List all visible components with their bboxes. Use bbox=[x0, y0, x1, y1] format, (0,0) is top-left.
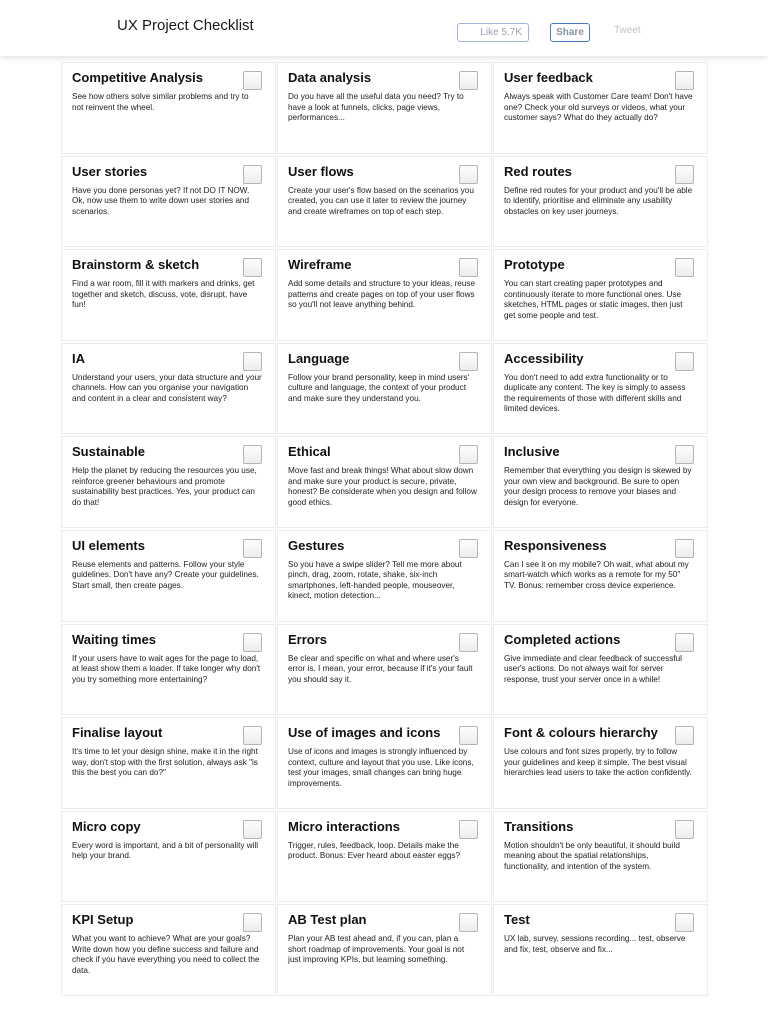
checklist-card bbox=[61, 530, 276, 622]
checkbox[interactable] bbox=[243, 165, 262, 184]
checkbox[interactable] bbox=[459, 539, 478, 558]
checklist-card bbox=[277, 624, 492, 716]
card-title: Sustainable bbox=[72, 444, 145, 460]
checkbox[interactable] bbox=[459, 913, 478, 932]
checklist-card bbox=[493, 249, 708, 341]
checklist-card bbox=[61, 62, 276, 154]
checkbox[interactable] bbox=[243, 539, 262, 558]
card-description: Remember that everything you design is skewed by your own view and background. Be sure to open your design process to remove your biases and design for everyone. bbox=[504, 466, 692, 507]
checklist-card bbox=[277, 530, 492, 622]
card-description: Give immediate and clear feedback of successful user's actions. Do not always wait for server response, trust your server once in a while! bbox=[504, 653, 682, 684]
card-description: See how others solve similar problems and try to not reinvent the wheel. bbox=[72, 92, 249, 112]
checklist-card bbox=[493, 156, 708, 248]
card-title: AB Test plan bbox=[288, 912, 367, 928]
checklist-card bbox=[493, 904, 708, 996]
checklist-card bbox=[493, 624, 708, 716]
card-title: User stories bbox=[72, 163, 148, 179]
card-description: What you want to achieve? What are your goals? Write down how you define success and failure and check if you have everything you need to collect the data. bbox=[72, 934, 260, 975]
like-count: 5.7K bbox=[501, 27, 522, 38]
card-description: Be clear and specific on what and where user's error is. I mean, your error, because if it's your fault you should say it. bbox=[288, 653, 473, 684]
card-description: It's time to let your design shine, make it in the right way, don't stop with the first solution, always ask "is this the best you can do?" bbox=[72, 747, 258, 778]
checklist-card bbox=[493, 436, 708, 528]
checklist-grid bbox=[61, 62, 708, 996]
card-description: You can start creating paper prototypes and continuously iterate to more functional ones. Use sketches, HTML pages or static images, then just get some people and test. bbox=[504, 279, 683, 320]
checkbox[interactable] bbox=[243, 633, 262, 652]
checklist-card bbox=[493, 717, 708, 809]
checkbox[interactable] bbox=[675, 633, 694, 652]
checklist-card bbox=[277, 717, 492, 809]
like-button[interactable] bbox=[457, 23, 529, 42]
card-description: Understand your users, your data structure and your channels. How can you organise your navigation and content in a clear and consistent way? bbox=[72, 372, 262, 403]
card-description: Define red routes for your product and you'll be able to identify, prioritise and eliminate any usability obstacles on key user journeys. bbox=[504, 185, 693, 216]
card-title: KPI Setup bbox=[72, 912, 134, 928]
card-title: Errors bbox=[288, 631, 328, 647]
card-description: Reuse elements and patterns. Follow your style guidelines. Don't have any? Create your guidelines. Start small, then create pages. bbox=[72, 559, 259, 590]
checkbox[interactable] bbox=[675, 913, 694, 932]
card-description: Motion shouldn't be only beautiful, it should build meaning about the spatial relationships, functionality, and intention of the system. bbox=[504, 840, 680, 871]
checkbox[interactable] bbox=[243, 820, 262, 839]
checkbox[interactable] bbox=[675, 352, 694, 371]
checklist-card bbox=[277, 343, 492, 435]
checklist-card bbox=[277, 811, 492, 903]
card-title: Responsiveness bbox=[504, 537, 607, 553]
checklist-card bbox=[277, 62, 492, 154]
checklist-card bbox=[277, 249, 492, 341]
card-description: Add some details and structure to your ideas, reuse patterns and create pages on top of your user flows so you'll not leave anything behind. bbox=[288, 279, 476, 310]
checkbox[interactable] bbox=[459, 165, 478, 184]
checkbox[interactable] bbox=[675, 820, 694, 839]
checkbox[interactable] bbox=[459, 71, 478, 90]
checklist-card bbox=[61, 343, 276, 435]
card-title: Finalise layout bbox=[72, 725, 163, 741]
checkbox[interactable] bbox=[459, 352, 478, 371]
checklist-card bbox=[61, 249, 276, 341]
checklist-card bbox=[493, 811, 708, 903]
card-title: User flows bbox=[288, 163, 354, 179]
card-title: Competitive Analysis bbox=[72, 70, 204, 85]
card-title: Completed actions bbox=[504, 631, 621, 647]
card-description: Move fast and break things! What about slow down and make sure your product is secure, private, honest? Be considerate when you design and follow good ethics. bbox=[288, 466, 477, 507]
share-button[interactable]: Share bbox=[550, 23, 590, 42]
card-title: User feedback bbox=[504, 70, 593, 85]
checkbox[interactable] bbox=[459, 633, 478, 652]
card-description: Create your user's flow based on the scenarios you created, you can use it later to review the journey and create wireframes on top of each step. bbox=[288, 185, 474, 216]
card-title: Transitions bbox=[504, 818, 574, 834]
checkbox[interactable] bbox=[243, 726, 262, 745]
checkbox[interactable] bbox=[675, 445, 694, 464]
card-description: Plan your AB test ahead and, if you can, plan a short roadmap of improvements. Your goal is not just improving KPIs, but learning something. bbox=[288, 934, 465, 965]
checklist-card bbox=[61, 717, 276, 809]
card-title: Prototype bbox=[504, 257, 565, 273]
checklist-card bbox=[61, 156, 276, 248]
card-description: You don't need to add extra functionality or to duplicate any content. The key is simply to assess the requirements of those with different skills and limited devices. bbox=[504, 372, 686, 414]
card-title: Brainstorm & sketch bbox=[72, 257, 200, 273]
tweet-button[interactable]: Tweet bbox=[614, 25, 641, 36]
card-title: Gestures bbox=[288, 537, 345, 553]
card-description: Trigger, rules, feedback, loop. Details make the product. Bonus: Ever heard about easter eggs? bbox=[288, 840, 461, 861]
checkbox[interactable] bbox=[675, 165, 694, 184]
card-description: So you have a swipe slider? Tell me more about pinch, drag, zoom, rotate, shake, six-inch smartphones, left-handed people, mouseover, kinect, motion detection... bbox=[288, 559, 462, 601]
checkbox[interactable] bbox=[243, 352, 262, 371]
checkbox[interactable] bbox=[243, 258, 262, 277]
card-description: Always speak with Customer Care team! Don't have one? Check your old surveys or videos, what your customer says? What do they actually do? bbox=[504, 92, 693, 122]
checkbox[interactable] bbox=[675, 71, 694, 90]
card-description: Find a war room, fill it with markers and drinks, get together and sketch, discuss, vote, disrupt, have fun! bbox=[72, 279, 255, 310]
card-title: Wireframe bbox=[288, 257, 352, 273]
card-title: Red routes bbox=[504, 163, 572, 179]
card-description: Do you have all the useful data you need? Try to have a look at funnels, clicks, page views, performances... bbox=[288, 92, 464, 122]
checkbox[interactable] bbox=[675, 539, 694, 558]
checklist-card bbox=[277, 904, 492, 996]
card-title: Micro copy bbox=[72, 818, 141, 834]
card-title: Data analysis bbox=[288, 70, 372, 85]
checklist-card bbox=[277, 156, 492, 248]
checklist-card bbox=[493, 343, 708, 435]
card-title: Waiting times bbox=[72, 631, 157, 647]
header-bar bbox=[0, 0, 768, 56]
card-description: Follow your brand personality, keep in mind users' culture and language, the context of your product and make sure they understand you. bbox=[288, 372, 470, 403]
card-description: UX lab, survey, sessions recording... test, observe and fix, test, observe and fix... bbox=[504, 934, 686, 954]
checklist-card bbox=[61, 436, 276, 528]
checklist-card bbox=[61, 624, 276, 716]
card-title: Test bbox=[504, 912, 530, 928]
like-label: Like bbox=[480, 27, 499, 38]
checklist-card bbox=[61, 811, 276, 903]
card-title: Language bbox=[288, 350, 350, 366]
card-title: Inclusive bbox=[504, 444, 560, 460]
card-title: Micro interactions bbox=[288, 818, 400, 834]
card-title: Font & colours hierarchy bbox=[504, 725, 658, 741]
checkbox[interactable] bbox=[675, 258, 694, 277]
checklist-card bbox=[493, 530, 708, 622]
card-title: UI elements bbox=[72, 537, 145, 553]
card-description: If your users have to wait ages for the page to load, at least show them a loader. If take longer why don't you try something more entertaining? bbox=[72, 653, 261, 684]
card-title: Use of images and icons bbox=[288, 725, 441, 741]
checkbox[interactable] bbox=[243, 913, 262, 932]
page-title: UX Project Checklist bbox=[117, 17, 254, 34]
checklist-card bbox=[493, 62, 708, 154]
card-description: Can I see it on my mobile? Oh wait, what about my smart-watch which works as a remote for my 50" TV. Bonus: remember cross device experience. bbox=[504, 559, 689, 590]
card-description: Every word is important, and a bit of personality will help your brand. bbox=[72, 840, 259, 861]
card-description: Use colours and font sizes properly, try to follow your guidelines and keep it simple. The best visual hierarchies lead users to take the action confidently. bbox=[504, 747, 692, 778]
checkbox[interactable] bbox=[459, 820, 478, 839]
card-title: Accessibility bbox=[504, 350, 584, 366]
checkbox[interactable] bbox=[243, 445, 262, 464]
card-description: Have you done personas yet? If not DO IT NOW. Ok, now use them to write down user stories and scenarios. bbox=[72, 185, 250, 216]
checklist-card bbox=[61, 904, 276, 996]
checkbox[interactable] bbox=[243, 71, 262, 90]
card-title: Ethical bbox=[288, 444, 331, 460]
checkbox[interactable] bbox=[459, 445, 478, 464]
checkbox[interactable] bbox=[459, 258, 478, 277]
card-title: IA bbox=[72, 350, 85, 366]
checkbox[interactable] bbox=[459, 726, 478, 745]
checklist-card bbox=[277, 436, 492, 528]
card-description: Help the planet by reducing the resources you use, reinforce greener behaviours and promote sustainability best practices. Yes, your product can do that! bbox=[72, 466, 257, 507]
checkbox[interactable] bbox=[675, 726, 694, 745]
card-description: Use of icons and images is strongly influenced by context, culture and layout that you use. Like icons, test your images, small changes can bring huge improvements. bbox=[288, 747, 474, 788]
